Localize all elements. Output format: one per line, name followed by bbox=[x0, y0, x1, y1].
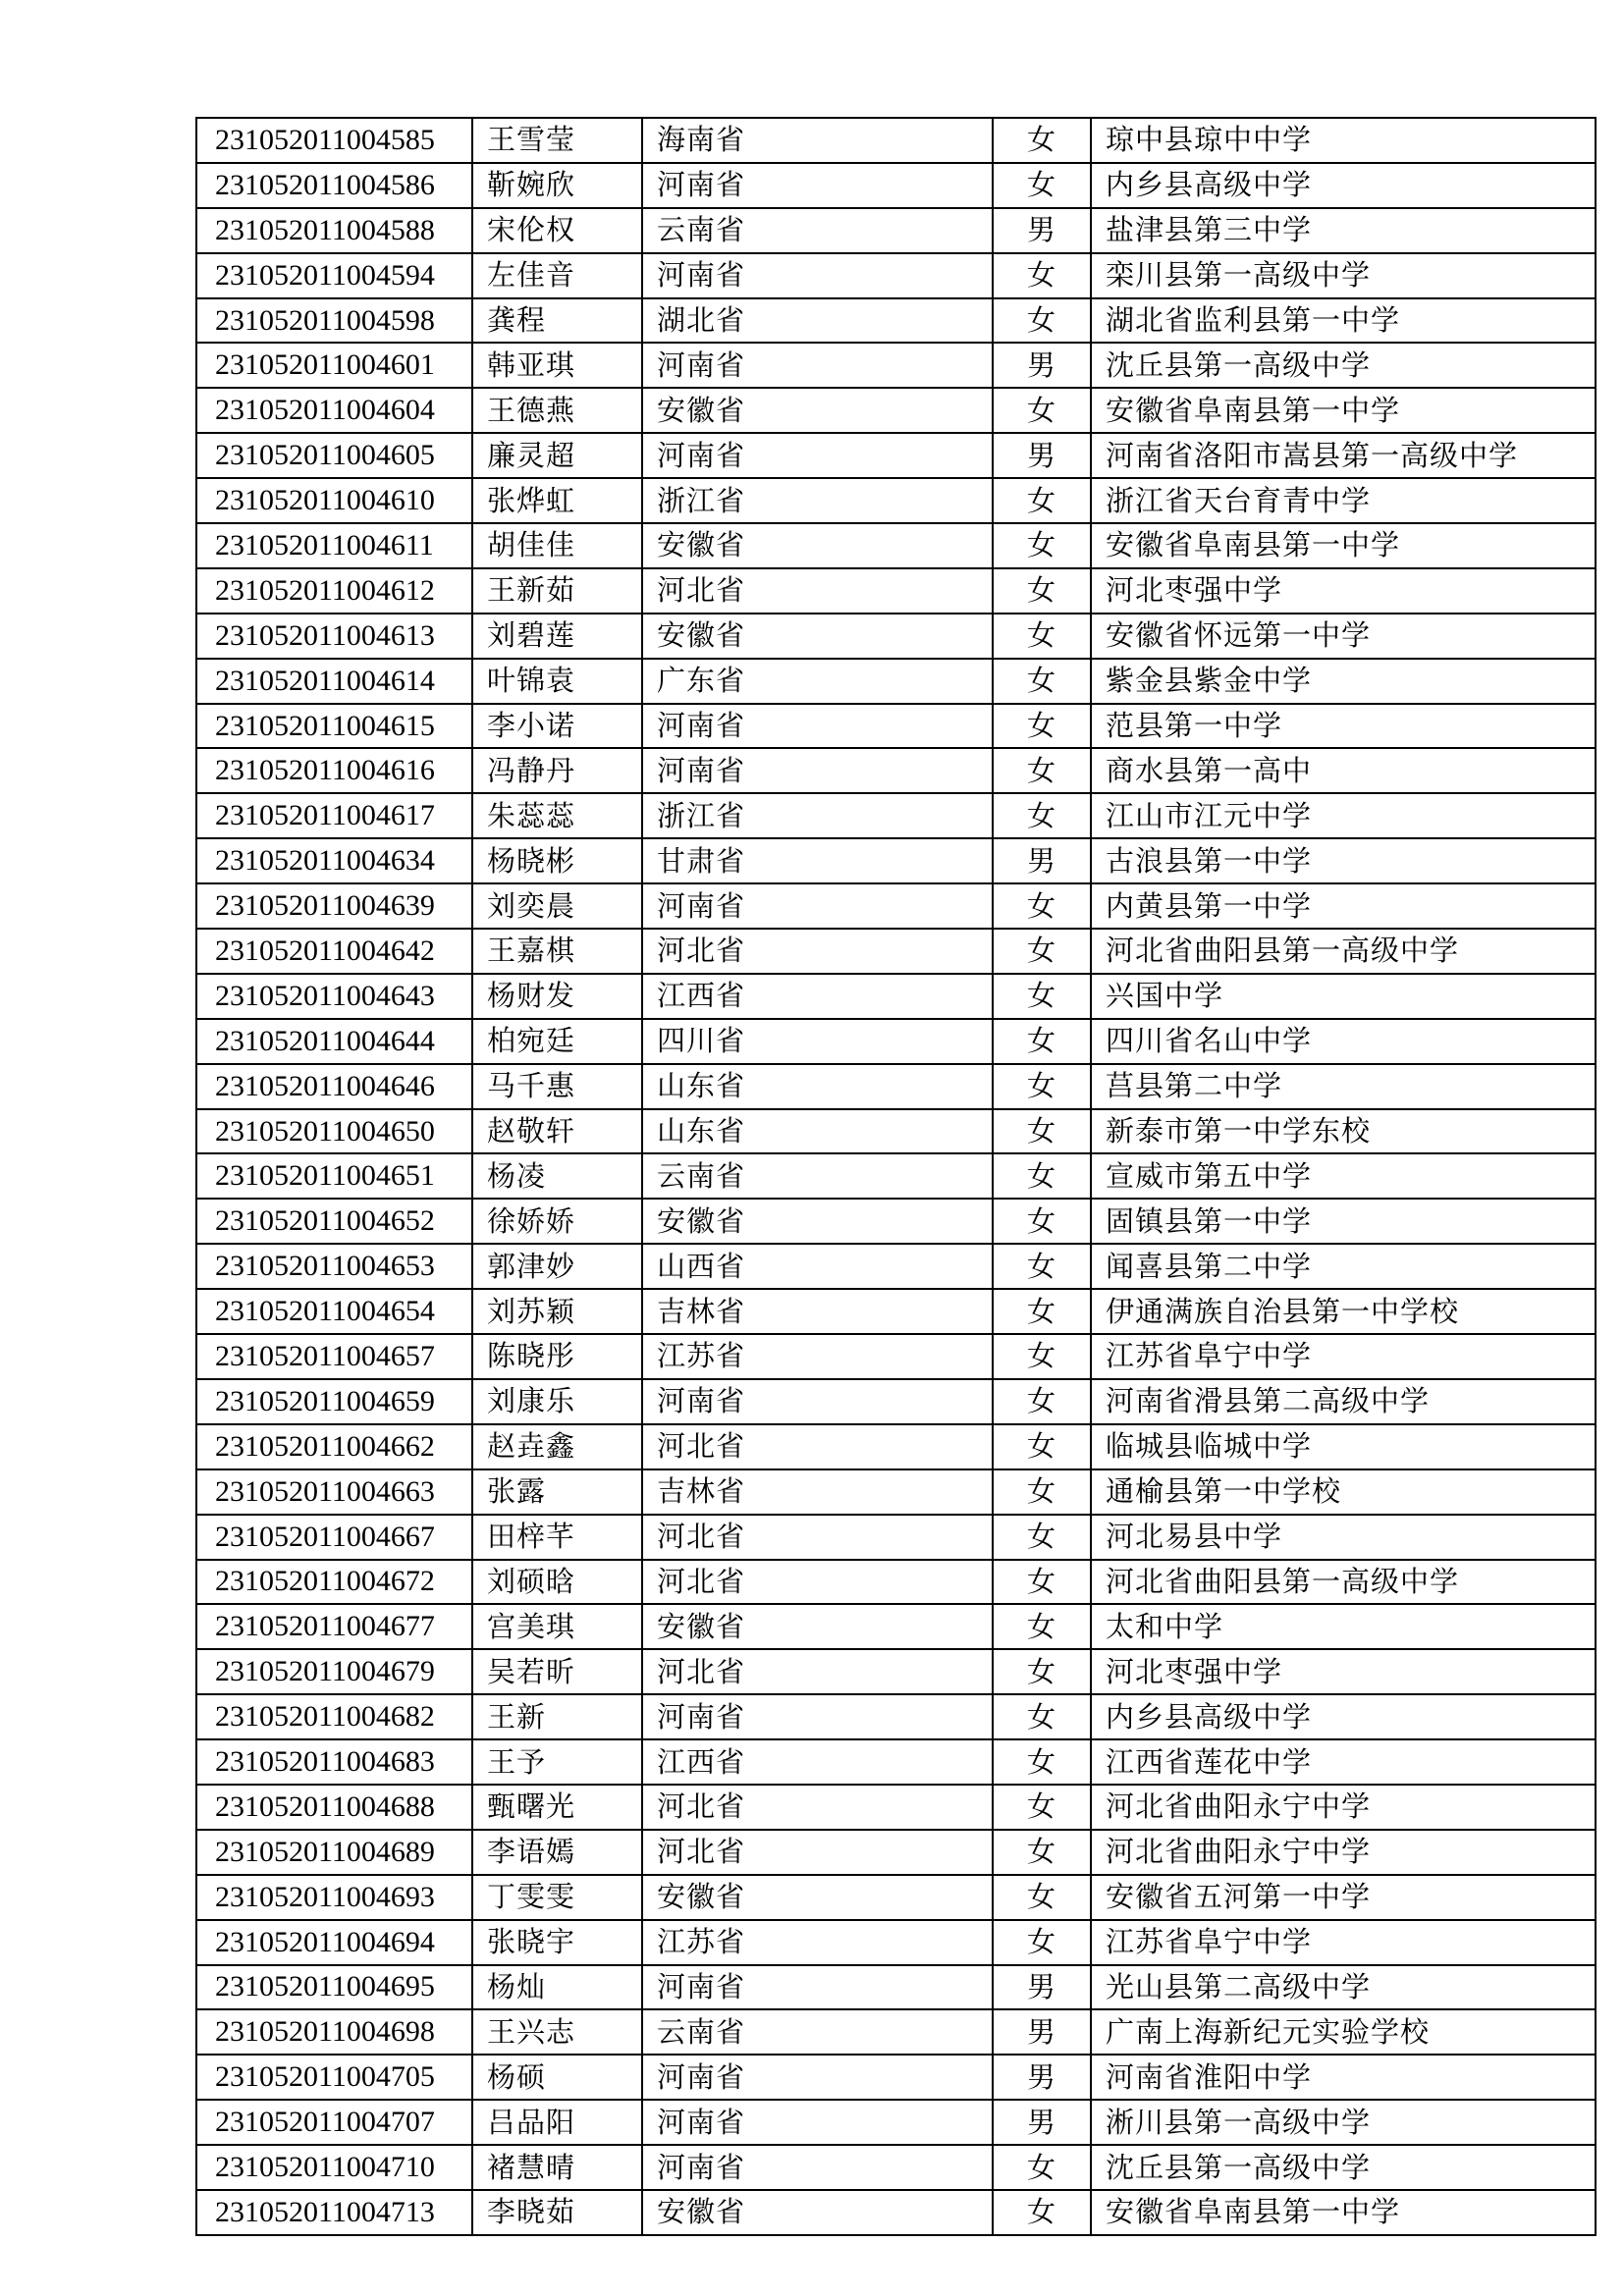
school-cell: 江山市江元中学 bbox=[1091, 793, 1596, 838]
table-row bbox=[196, 1379, 1596, 1424]
school-cell: 内乡县高级中学 bbox=[1091, 163, 1596, 208]
province-cell: 四川省 bbox=[642, 1019, 993, 1064]
gender-cell: 男 bbox=[993, 2100, 1091, 2145]
province-cell: 安徽省 bbox=[642, 1604, 993, 1649]
candidate-id-cell: 231052011004604 bbox=[196, 388, 472, 433]
gender-cell: 女 bbox=[993, 1153, 1091, 1199]
candidate-id-cell: 231052011004694 bbox=[196, 1920, 472, 1965]
table-row bbox=[196, 748, 1596, 793]
school-cell: 沈丘县第一高级中学 bbox=[1091, 2145, 1596, 2190]
gender-cell: 男 bbox=[993, 208, 1091, 253]
gender-cell: 女 bbox=[993, 1199, 1091, 1244]
school-cell: 光山县第二高级中学 bbox=[1091, 1965, 1596, 2010]
province-cell: 河南省 bbox=[642, 433, 993, 478]
province-cell: 河南省 bbox=[642, 163, 993, 208]
candidate-id-cell: 231052011004689 bbox=[196, 1830, 472, 1875]
province-cell: 河北省 bbox=[642, 1515, 993, 1560]
table-row bbox=[196, 2190, 1596, 2235]
table-row bbox=[196, 1153, 1596, 1199]
gender-cell: 女 bbox=[993, 2190, 1091, 2235]
province-cell: 浙江省 bbox=[642, 793, 993, 838]
gender-cell: 女 bbox=[993, 1649, 1091, 1694]
gender-cell: 女 bbox=[993, 659, 1091, 704]
province-cell: 河南省 bbox=[642, 748, 993, 793]
school-cell: 河北省曲阳县第一高级中学 bbox=[1091, 929, 1596, 974]
student-name-cell: 左佳音 bbox=[472, 253, 642, 298]
table-row bbox=[196, 343, 1596, 388]
candidate-id-cell: 231052011004594 bbox=[196, 253, 472, 298]
gender-cell: 男 bbox=[993, 838, 1091, 883]
school-cell: 河北省曲阳永宁中学 bbox=[1091, 1785, 1596, 1830]
province-cell: 河南省 bbox=[642, 2100, 993, 2145]
school-cell: 河北枣强中学 bbox=[1091, 568, 1596, 614]
school-cell: 安徽省怀远第一中学 bbox=[1091, 614, 1596, 659]
gender-cell: 女 bbox=[993, 974, 1091, 1019]
candidate-id-cell: 231052011004667 bbox=[196, 1515, 472, 1560]
table-row bbox=[196, 1785, 1596, 1830]
student-name-cell: 赵敬轩 bbox=[472, 1109, 642, 1154]
student-name-cell: 王雪莹 bbox=[472, 118, 642, 163]
candidate-id-cell: 231052011004672 bbox=[196, 1560, 472, 1605]
table-row bbox=[196, 298, 1596, 344]
student-name-cell: 徐娇娇 bbox=[472, 1199, 642, 1244]
table-row bbox=[196, 478, 1596, 523]
school-cell: 江苏省阜宁中学 bbox=[1091, 1334, 1596, 1379]
gender-cell: 女 bbox=[993, 2145, 1091, 2190]
province-cell: 江西省 bbox=[642, 974, 993, 1019]
province-cell: 河北省 bbox=[642, 568, 993, 614]
table-row bbox=[196, 523, 1596, 568]
candidate-id-cell: 231052011004617 bbox=[196, 793, 472, 838]
candidate-id-cell: 231052011004652 bbox=[196, 1199, 472, 1244]
student-name-cell: 刘奕晨 bbox=[472, 883, 642, 929]
gender-cell: 女 bbox=[993, 1244, 1091, 1289]
table-row bbox=[196, 1109, 1596, 1154]
student-name-cell: 杨凌 bbox=[472, 1153, 642, 1199]
candidate-id-cell: 231052011004682 bbox=[196, 1694, 472, 1739]
candidate-id-cell: 231052011004612 bbox=[196, 568, 472, 614]
candidate-id-cell: 231052011004586 bbox=[196, 163, 472, 208]
gender-cell: 女 bbox=[993, 883, 1091, 929]
province-cell: 河北省 bbox=[642, 1785, 993, 1830]
gender-cell: 女 bbox=[993, 1604, 1091, 1649]
table-row bbox=[196, 1739, 1596, 1785]
school-cell: 固镇县第一中学 bbox=[1091, 1199, 1596, 1244]
table-row bbox=[196, 1830, 1596, 1875]
candidate-id-cell: 231052011004677 bbox=[196, 1604, 472, 1649]
table-row bbox=[196, 388, 1596, 433]
province-cell: 河南省 bbox=[642, 2055, 993, 2100]
gender-cell: 女 bbox=[993, 748, 1091, 793]
table-row bbox=[196, 1199, 1596, 1244]
candidate-id-cell: 231052011004616 bbox=[196, 748, 472, 793]
province-cell: 安徽省 bbox=[642, 523, 993, 568]
table-row bbox=[196, 433, 1596, 478]
student-name-cell: 褚慧晴 bbox=[472, 2145, 642, 2190]
school-cell: 内乡县高级中学 bbox=[1091, 1694, 1596, 1739]
table-row bbox=[196, 838, 1596, 883]
school-cell: 河北省曲阳永宁中学 bbox=[1091, 1830, 1596, 1875]
table-row bbox=[196, 1649, 1596, 1694]
student-name-cell: 赵垚鑫 bbox=[472, 1424, 642, 1469]
gender-cell: 女 bbox=[993, 1875, 1091, 1920]
candidate-id-cell: 231052011004651 bbox=[196, 1153, 472, 1199]
table-row bbox=[196, 2100, 1596, 2145]
province-cell: 安徽省 bbox=[642, 1199, 993, 1244]
province-cell: 云南省 bbox=[642, 1153, 993, 1199]
province-cell: 吉林省 bbox=[642, 1469, 993, 1515]
school-cell: 兴国中学 bbox=[1091, 974, 1596, 1019]
province-cell: 山东省 bbox=[642, 1109, 993, 1154]
school-cell: 广南上海新纪元实验学校 bbox=[1091, 2009, 1596, 2055]
candidate-id-cell: 231052011004683 bbox=[196, 1739, 472, 1785]
student-name-cell: 王予 bbox=[472, 1739, 642, 1785]
student-name-cell: 张露 bbox=[472, 1469, 642, 1515]
student-name-cell: 吴若昕 bbox=[472, 1649, 642, 1694]
student-name-cell: 宫美琪 bbox=[472, 1604, 642, 1649]
candidate-id-cell: 231052011004646 bbox=[196, 1064, 472, 1109]
table-row bbox=[196, 2145, 1596, 2190]
student-name-cell: 朱蕊蕊 bbox=[472, 793, 642, 838]
candidate-id-cell: 231052011004598 bbox=[196, 298, 472, 344]
gender-cell: 女 bbox=[993, 1560, 1091, 1605]
school-cell: 古浪县第一中学 bbox=[1091, 838, 1596, 883]
province-cell: 广东省 bbox=[642, 659, 993, 704]
candidate-id-cell: 231052011004688 bbox=[196, 1785, 472, 1830]
candidate-id-cell: 231052011004642 bbox=[196, 929, 472, 974]
table-row bbox=[196, 1694, 1596, 1739]
province-cell: 河南省 bbox=[642, 1965, 993, 2010]
province-cell: 海南省 bbox=[642, 118, 993, 163]
table-row bbox=[196, 1604, 1596, 1649]
school-cell: 内黄县第一中学 bbox=[1091, 883, 1596, 929]
gender-cell: 女 bbox=[993, 704, 1091, 749]
student-name-cell: 郭津妙 bbox=[472, 1244, 642, 1289]
candidate-id-cell: 231052011004644 bbox=[196, 1019, 472, 1064]
province-cell: 浙江省 bbox=[642, 478, 993, 523]
school-cell: 闻喜县第二中学 bbox=[1091, 1244, 1596, 1289]
candidate-id-cell: 231052011004698 bbox=[196, 2009, 472, 2055]
candidate-id-cell: 231052011004713 bbox=[196, 2190, 472, 2235]
school-cell: 江西省莲花中学 bbox=[1091, 1739, 1596, 1785]
school-cell: 河北枣强中学 bbox=[1091, 1649, 1596, 1694]
student-name-cell: 李小诺 bbox=[472, 704, 642, 749]
school-cell: 太和中学 bbox=[1091, 1604, 1596, 1649]
student-name-cell: 田梓芊 bbox=[472, 1515, 642, 1560]
school-cell: 河南省洛阳市嵩县第一高级中学 bbox=[1091, 433, 1596, 478]
student-name-cell: 杨灿 bbox=[472, 1965, 642, 2010]
candidate-id-cell: 231052011004710 bbox=[196, 2145, 472, 2190]
candidate-id-cell: 231052011004693 bbox=[196, 1875, 472, 1920]
table-body bbox=[196, 118, 1596, 2235]
candidate-id-cell: 231052011004605 bbox=[196, 433, 472, 478]
table-row bbox=[196, 208, 1596, 253]
province-cell: 河北省 bbox=[642, 1649, 993, 1694]
school-cell: 琼中县琼中中学 bbox=[1091, 118, 1596, 163]
province-cell: 河南省 bbox=[642, 883, 993, 929]
student-name-cell: 王嘉棋 bbox=[472, 929, 642, 974]
candidate-id-cell: 231052011004614 bbox=[196, 659, 472, 704]
school-cell: 河北省曲阳县第一高级中学 bbox=[1091, 1560, 1596, 1605]
table-row bbox=[196, 163, 1596, 208]
gender-cell: 女 bbox=[993, 1830, 1091, 1875]
candidate-id-cell: 231052011004601 bbox=[196, 343, 472, 388]
student-name-cell: 吕品阳 bbox=[472, 2100, 642, 2145]
student-name-cell: 丁雯雯 bbox=[472, 1875, 642, 1920]
student-name-cell: 杨晓彬 bbox=[472, 838, 642, 883]
student-name-cell: 马千惠 bbox=[472, 1064, 642, 1109]
table-row bbox=[196, 1244, 1596, 1289]
candidate-id-cell: 231052011004707 bbox=[196, 2100, 472, 2145]
school-cell: 宣威市第五中学 bbox=[1091, 1153, 1596, 1199]
table-row bbox=[196, 253, 1596, 298]
candidate-id-cell: 231052011004662 bbox=[196, 1424, 472, 1469]
school-cell: 栾川县第一高级中学 bbox=[1091, 253, 1596, 298]
province-cell: 河南省 bbox=[642, 253, 993, 298]
province-cell: 河北省 bbox=[642, 1560, 993, 1605]
student-name-cell: 王新 bbox=[472, 1694, 642, 1739]
school-cell: 通榆县第一中学校 bbox=[1091, 1469, 1596, 1515]
gender-cell: 女 bbox=[993, 1379, 1091, 1424]
table-row bbox=[196, 704, 1596, 749]
province-cell: 山西省 bbox=[642, 1244, 993, 1289]
candidate-id-cell: 231052011004643 bbox=[196, 974, 472, 1019]
student-name-cell: 陈晓彤 bbox=[472, 1334, 642, 1379]
gender-cell: 女 bbox=[993, 388, 1091, 433]
table-row bbox=[196, 793, 1596, 838]
gender-cell: 女 bbox=[993, 253, 1091, 298]
province-cell: 河南省 bbox=[642, 704, 993, 749]
gender-cell: 女 bbox=[993, 793, 1091, 838]
province-cell: 安徽省 bbox=[642, 1875, 993, 1920]
table-row bbox=[196, 1875, 1596, 1920]
candidate-id-cell: 231052011004657 bbox=[196, 1334, 472, 1379]
table-row bbox=[196, 659, 1596, 704]
school-cell: 湖北省监利县第一中学 bbox=[1091, 298, 1596, 344]
student-name-cell: 叶锦袁 bbox=[472, 659, 642, 704]
province-cell: 河北省 bbox=[642, 929, 993, 974]
table-row bbox=[196, 568, 1596, 614]
province-cell: 河北省 bbox=[642, 1424, 993, 1469]
gender-cell: 女 bbox=[993, 163, 1091, 208]
table-row bbox=[196, 1019, 1596, 1064]
gender-cell: 女 bbox=[993, 1515, 1091, 1560]
gender-cell: 女 bbox=[993, 929, 1091, 974]
candidate-id-cell: 231052011004695 bbox=[196, 1965, 472, 2010]
school-cell: 河南省淮阳中学 bbox=[1091, 2055, 1596, 2100]
student-name-cell: 刘碧莲 bbox=[472, 614, 642, 659]
province-cell: 江西省 bbox=[642, 1739, 993, 1785]
school-cell: 商水县第一高中 bbox=[1091, 748, 1596, 793]
candidate-id-cell: 231052011004653 bbox=[196, 1244, 472, 1289]
province-cell: 湖北省 bbox=[642, 298, 993, 344]
candidate-id-cell: 231052011004654 bbox=[196, 1289, 472, 1334]
candidate-id-cell: 231052011004634 bbox=[196, 838, 472, 883]
table-row bbox=[196, 974, 1596, 1019]
school-cell: 四川省名山中学 bbox=[1091, 1019, 1596, 1064]
table-row bbox=[196, 1965, 1596, 2010]
gender-cell: 女 bbox=[993, 523, 1091, 568]
student-name-cell: 刘硕晗 bbox=[472, 1560, 642, 1605]
student-name-cell: 张烨虹 bbox=[472, 478, 642, 523]
school-cell: 淅川县第一高级中学 bbox=[1091, 2100, 1596, 2145]
candidate-id-cell: 231052011004615 bbox=[196, 704, 472, 749]
candidate-id-cell: 231052011004639 bbox=[196, 883, 472, 929]
gender-cell: 男 bbox=[993, 433, 1091, 478]
candidate-id-cell: 231052011004650 bbox=[196, 1109, 472, 1154]
province-cell: 云南省 bbox=[642, 208, 993, 253]
table-row bbox=[196, 1334, 1596, 1379]
province-cell: 河北省 bbox=[642, 1830, 993, 1875]
student-name-cell: 宋伦权 bbox=[472, 208, 642, 253]
gender-cell: 男 bbox=[993, 2009, 1091, 2055]
gender-cell: 女 bbox=[993, 1694, 1091, 1739]
province-cell: 江苏省 bbox=[642, 1920, 993, 1965]
province-cell: 云南省 bbox=[642, 2009, 993, 2055]
student-name-cell: 柏宛廷 bbox=[472, 1019, 642, 1064]
table-row bbox=[196, 1289, 1596, 1334]
candidate-id-cell: 231052011004610 bbox=[196, 478, 472, 523]
gender-cell: 女 bbox=[993, 1739, 1091, 1785]
province-cell: 甘肃省 bbox=[642, 838, 993, 883]
student-name-cell: 廉灵超 bbox=[472, 433, 642, 478]
school-cell: 安徽省阜南县第一中学 bbox=[1091, 388, 1596, 433]
gender-cell: 女 bbox=[993, 1920, 1091, 1965]
gender-cell: 女 bbox=[993, 1109, 1091, 1154]
gender-cell: 女 bbox=[993, 614, 1091, 659]
school-cell: 沈丘县第一高级中学 bbox=[1091, 343, 1596, 388]
candidate-id-cell: 231052011004588 bbox=[196, 208, 472, 253]
school-cell: 临城县临城中学 bbox=[1091, 1424, 1596, 1469]
student-name-cell: 冯静丹 bbox=[472, 748, 642, 793]
school-cell: 河南省滑县第二高级中学 bbox=[1091, 1379, 1596, 1424]
student-name-cell: 刘苏颖 bbox=[472, 1289, 642, 1334]
candidate-id-cell: 231052011004663 bbox=[196, 1469, 472, 1515]
gender-cell: 男 bbox=[993, 343, 1091, 388]
table-row bbox=[196, 2055, 1596, 2100]
table-row bbox=[196, 1424, 1596, 1469]
province-cell: 吉林省 bbox=[642, 1289, 993, 1334]
school-cell: 安徽省阜南县第一中学 bbox=[1091, 523, 1596, 568]
table-row bbox=[196, 1560, 1596, 1605]
student-name-cell: 刘康乐 bbox=[472, 1379, 642, 1424]
gender-cell: 女 bbox=[993, 118, 1091, 163]
school-cell: 浙江省天台育青中学 bbox=[1091, 478, 1596, 523]
school-cell: 江苏省阜宁中学 bbox=[1091, 1920, 1596, 1965]
gender-cell: 男 bbox=[993, 1965, 1091, 2010]
school-cell: 新泰市第一中学东校 bbox=[1091, 1109, 1596, 1154]
table-row bbox=[196, 118, 1596, 163]
candidate-id-cell: 231052011004679 bbox=[196, 1649, 472, 1694]
gender-cell: 女 bbox=[993, 298, 1091, 344]
table-row bbox=[196, 1920, 1596, 1965]
school-cell: 范县第一中学 bbox=[1091, 704, 1596, 749]
gender-cell: 女 bbox=[993, 478, 1091, 523]
school-cell: 紫金县紫金中学 bbox=[1091, 659, 1596, 704]
candidate-id-cell: 231052011004705 bbox=[196, 2055, 472, 2100]
gender-cell: 女 bbox=[993, 568, 1091, 614]
province-cell: 河南省 bbox=[642, 1694, 993, 1739]
province-cell: 河南省 bbox=[642, 1379, 993, 1424]
student-name-cell: 胡佳佳 bbox=[472, 523, 642, 568]
school-cell: 河北易县中学 bbox=[1091, 1515, 1596, 1560]
gender-cell: 女 bbox=[993, 1019, 1091, 1064]
province-cell: 山东省 bbox=[642, 1064, 993, 1109]
candidate-id-cell: 231052011004659 bbox=[196, 1379, 472, 1424]
table-row bbox=[196, 2009, 1596, 2055]
gender-cell: 女 bbox=[993, 1334, 1091, 1379]
school-cell: 莒县第二中学 bbox=[1091, 1064, 1596, 1109]
student-name-cell: 李语嫣 bbox=[472, 1830, 642, 1875]
gender-cell: 女 bbox=[993, 1785, 1091, 1830]
table-row bbox=[196, 1469, 1596, 1515]
candidate-id-cell: 231052011004613 bbox=[196, 614, 472, 659]
student-name-cell: 杨硕 bbox=[472, 2055, 642, 2100]
student-name-cell: 张晓宇 bbox=[472, 1920, 642, 1965]
school-cell: 伊通满族自治县第一中学校 bbox=[1091, 1289, 1596, 1334]
school-cell: 盐津县第三中学 bbox=[1091, 208, 1596, 253]
gender-cell: 女 bbox=[993, 1424, 1091, 1469]
table-row bbox=[196, 883, 1596, 929]
province-cell: 安徽省 bbox=[642, 614, 993, 659]
student-name-cell: 甄曙光 bbox=[472, 1785, 642, 1830]
gender-cell: 男 bbox=[993, 2055, 1091, 2100]
student-name-cell: 龚程 bbox=[472, 298, 642, 344]
province-cell: 江苏省 bbox=[642, 1334, 993, 1379]
school-cell: 安徽省五河第一中学 bbox=[1091, 1875, 1596, 1920]
table-row bbox=[196, 929, 1596, 974]
gender-cell: 女 bbox=[993, 1289, 1091, 1334]
candidate-id-cell: 231052011004585 bbox=[196, 118, 472, 163]
gender-cell: 女 bbox=[993, 1064, 1091, 1109]
table-row bbox=[196, 1515, 1596, 1560]
student-name-cell: 靳婉欣 bbox=[472, 163, 642, 208]
student-name-cell: 韩亚琪 bbox=[472, 343, 642, 388]
admission-list-table bbox=[195, 117, 1597, 2236]
school-cell: 安徽省阜南县第一中学 bbox=[1091, 2190, 1596, 2235]
student-name-cell: 杨财发 bbox=[472, 974, 642, 1019]
gender-cell: 女 bbox=[993, 1469, 1091, 1515]
table-row bbox=[196, 1064, 1596, 1109]
candidate-id-cell: 231052011004611 bbox=[196, 523, 472, 568]
student-name-cell: 王德燕 bbox=[472, 388, 642, 433]
student-name-cell: 李晓茹 bbox=[472, 2190, 642, 2235]
student-name-cell: 王兴志 bbox=[472, 2009, 642, 2055]
province-cell: 河南省 bbox=[642, 343, 993, 388]
province-cell: 安徽省 bbox=[642, 388, 993, 433]
province-cell: 安徽省 bbox=[642, 2190, 993, 2235]
province-cell: 河南省 bbox=[642, 2145, 993, 2190]
student-name-cell: 王新茹 bbox=[472, 568, 642, 614]
table-row bbox=[196, 614, 1596, 659]
